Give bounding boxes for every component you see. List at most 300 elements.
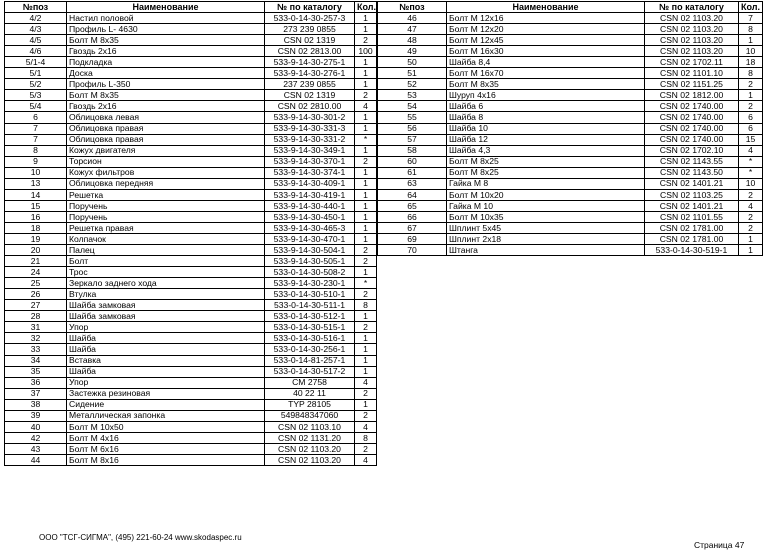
cell-name: Вставка xyxy=(67,355,265,366)
cell-name: Болт М 8х35 xyxy=(447,79,645,90)
cell-name: Болт М 8х35 xyxy=(67,90,265,101)
cell-name: Металлическая запонка xyxy=(67,410,265,421)
cell-name: Доска xyxy=(67,68,265,79)
header-name: Наименование xyxy=(67,2,265,13)
cell-name: Гайка М 10 xyxy=(447,200,645,211)
cell-catalog: CSN 02 1101.10 xyxy=(645,68,739,79)
cell-qty: 10 xyxy=(739,178,763,189)
cell-name: Облицовка передняя xyxy=(67,178,265,189)
cell-qty: 1 xyxy=(355,344,377,355)
cell-catalog: CSN 02 1131.20 xyxy=(265,432,355,443)
table-row xyxy=(5,355,377,366)
cell-pos: 66 xyxy=(378,211,447,222)
cell-name: Решетка правая xyxy=(67,222,265,233)
cell-qty: 1 xyxy=(355,267,377,278)
cell-pos: 20 xyxy=(5,245,67,256)
cell-pos: 43 xyxy=(5,443,67,454)
cell-pos: 19 xyxy=(5,233,67,244)
table-row xyxy=(5,388,377,399)
cell-qty: 1 xyxy=(355,200,377,211)
cell-name: Болт М 8х25 xyxy=(447,156,645,167)
cell-qty: 1 xyxy=(355,13,377,24)
table-row xyxy=(5,245,377,256)
cell-name: Болт М 10х20 xyxy=(447,189,645,200)
cell-qty: 1 xyxy=(355,68,377,79)
cell-qty: 1 xyxy=(355,366,377,377)
cell-qty: 8 xyxy=(355,300,377,311)
cell-pos: 42 xyxy=(5,432,67,443)
cell-qty: 2 xyxy=(739,211,763,222)
cell-pos: 4/5 xyxy=(5,35,67,46)
table-row xyxy=(378,101,763,112)
table-row xyxy=(378,189,763,200)
table-row xyxy=(378,57,763,68)
cell-catalog: CSN 02 1103.20 xyxy=(645,13,739,24)
cell-catalog: 40 22 11 xyxy=(265,388,355,399)
cell-catalog: 273 239 0855 xyxy=(265,24,355,35)
table-row xyxy=(5,443,377,454)
table-row xyxy=(5,344,377,355)
cell-qty: 1 xyxy=(355,167,377,178)
cell-pos: 69 xyxy=(378,233,447,244)
table-row xyxy=(5,211,377,222)
cell-pos: 47 xyxy=(378,24,447,35)
table-row xyxy=(378,13,763,24)
cell-catalog: 533-0-14-30-257-3 xyxy=(265,13,355,24)
cell-pos: 50 xyxy=(378,57,447,68)
cell-qty: 2 xyxy=(355,289,377,300)
cell-qty: 2 xyxy=(355,388,377,399)
cell-catalog: 533-0-14-30-256-1 xyxy=(265,344,355,355)
cell-qty: 1 xyxy=(355,57,377,68)
cell-pos: 9 xyxy=(5,156,67,167)
cell-qty: 8 xyxy=(355,432,377,443)
cell-name: Болт М 8х25 xyxy=(447,167,645,178)
cell-name: Шайба 4,3 xyxy=(447,145,645,156)
cell-qty: 4 xyxy=(739,145,763,156)
cell-name: Трос xyxy=(67,267,265,278)
cell-qty: * xyxy=(739,156,763,167)
cell-qty: 1 xyxy=(739,233,763,244)
cell-name: Гвоздь 2х16 xyxy=(67,46,265,57)
cell-catalog: 533-0-14-81-257-1 xyxy=(265,355,355,366)
cell-name: Подкладка xyxy=(67,57,265,68)
table-row xyxy=(5,278,377,289)
table-row xyxy=(5,112,377,123)
table-row xyxy=(5,289,377,300)
cell-name: Облицовка правая xyxy=(67,134,265,145)
cell-qty: 2 xyxy=(355,245,377,256)
cell-catalog: 533-9-14-30-331-2 xyxy=(265,134,355,145)
table-row xyxy=(5,366,377,377)
cell-catalog: 533-9-14-30-331-3 xyxy=(265,123,355,134)
cell-name: Колпачок xyxy=(67,233,265,244)
cell-pos: 44 xyxy=(5,454,67,465)
cell-qty: 1 xyxy=(355,399,377,410)
table-row xyxy=(5,35,377,46)
parts-table-right xyxy=(377,1,763,256)
table-header-row xyxy=(378,2,763,13)
cell-catalog: 533-9-14-30-465-3 xyxy=(265,222,355,233)
cell-pos: 7 xyxy=(5,134,67,145)
cell-catalog: CSN 02 1103.20 xyxy=(645,35,739,46)
cell-catalog: 533-9-14-30-301-2 xyxy=(265,112,355,123)
cell-qty: 1 xyxy=(739,35,763,46)
cell-name: Сидение xyxy=(67,399,265,410)
cell-catalog: 533-9-14-30-505-1 xyxy=(265,256,355,267)
cell-qty: 2 xyxy=(355,256,377,267)
cell-qty: 1 xyxy=(355,211,377,222)
cell-name: Болт xyxy=(67,256,265,267)
table-row xyxy=(5,377,377,388)
cell-pos: 15 xyxy=(5,200,67,211)
table-row xyxy=(378,46,763,57)
cell-qty: 1 xyxy=(355,222,377,233)
table-row xyxy=(5,410,377,421)
cell-name: Шайба 10 xyxy=(447,123,645,134)
cell-name: Болт М 16х70 xyxy=(447,68,645,79)
cell-name: Болт М 8х35 xyxy=(67,35,265,46)
cell-pos: 18 xyxy=(5,222,67,233)
cell-pos: 51 xyxy=(378,68,447,79)
table-row xyxy=(5,399,377,410)
cell-catalog: 533-9-14-30-504-1 xyxy=(265,245,355,256)
cell-qty: 1 xyxy=(739,90,763,101)
table-row xyxy=(5,145,377,156)
cell-catalog: 533-9-14-30-450-1 xyxy=(265,211,355,222)
cell-qty: 2 xyxy=(355,156,377,167)
cell-qty: * xyxy=(355,134,377,145)
cell-name: Болт М 8х16 xyxy=(67,454,265,465)
cell-name: Шайба xyxy=(67,366,265,377)
table-row xyxy=(5,267,377,278)
cell-catalog: CSN 02 1740.00 xyxy=(645,123,739,134)
footer-company: ООО "ТСГ-СИГМА", (495) 221-60-24 www.skodaspec.ru xyxy=(39,533,242,542)
cell-pos: 4/2 xyxy=(5,13,67,24)
cell-pos: 14 xyxy=(5,189,67,200)
table-row xyxy=(5,167,377,178)
table-row xyxy=(378,156,763,167)
cell-catalog: 533-9-14-30-370-1 xyxy=(265,156,355,167)
cell-catalog: CSN 02 1702.10 xyxy=(645,145,739,156)
cell-name: Болт М 10х35 xyxy=(447,211,645,222)
cell-name: Шайба замковая xyxy=(67,311,265,322)
cell-catalog: CSN 02 1740.00 xyxy=(645,112,739,123)
cell-qty: 1 xyxy=(355,24,377,35)
cell-qty: * xyxy=(355,278,377,289)
cell-name: Болт М 6х16 xyxy=(67,443,265,454)
cell-qty: 1 xyxy=(355,123,377,134)
cell-name: Шуруп 4х16 xyxy=(447,90,645,101)
cell-name: Упор xyxy=(67,377,265,388)
cell-pos: 54 xyxy=(378,101,447,112)
cell-pos: 67 xyxy=(378,222,447,233)
cell-name: Шплинт 5х45 xyxy=(447,222,645,233)
table-row xyxy=(5,13,377,24)
cell-pos: 25 xyxy=(5,278,67,289)
cell-qty: * xyxy=(739,167,763,178)
cell-qty: 1 xyxy=(355,112,377,123)
header-catalog: № по каталогу xyxy=(645,2,739,13)
cell-name: Шайба 6 xyxy=(447,101,645,112)
cell-qty: 4 xyxy=(355,421,377,432)
table-row xyxy=(378,123,763,134)
cell-catalog: CSN 02 1319 xyxy=(265,35,355,46)
cell-qty: 2 xyxy=(355,90,377,101)
cell-catalog: CSN 02 1401.21 xyxy=(645,178,739,189)
cell-catalog: 533-0-14-30-510-1 xyxy=(265,289,355,300)
cell-pos: 34 xyxy=(5,355,67,366)
cell-catalog: 533-9-14-30-440-1 xyxy=(265,200,355,211)
cell-name: Решетка xyxy=(67,189,265,200)
table-row xyxy=(5,421,377,432)
cell-qty: 6 xyxy=(739,112,763,123)
cell-pos: 36 xyxy=(5,377,67,388)
cell-pos: 35 xyxy=(5,366,67,377)
cell-pos: 5/1-4 xyxy=(5,57,67,68)
cell-catalog: 533-0-14-30-517-2 xyxy=(265,366,355,377)
cell-catalog: 533-9-14-30-470-1 xyxy=(265,233,355,244)
cell-qty: 1 xyxy=(355,333,377,344)
cell-pos: 5/1 xyxy=(5,68,67,79)
cell-name: Зеркало заднего хода xyxy=(67,278,265,289)
table-row xyxy=(5,123,377,134)
table-row xyxy=(5,454,377,465)
cell-catalog: 533-9-14-30-349-1 xyxy=(265,145,355,156)
cell-catalog: CSN 02 1740.00 xyxy=(645,101,739,112)
cell-catalog: 533-9-14-30-419-1 xyxy=(265,189,355,200)
table-header-row xyxy=(5,2,377,13)
cell-catalog: CSN 02 1103.20 xyxy=(645,24,739,35)
cell-catalog: CSN 02 1319 xyxy=(265,90,355,101)
table-row xyxy=(5,256,377,267)
cell-catalog: CSN 02 2813.00 xyxy=(265,46,355,57)
cell-pos: 40 xyxy=(5,421,67,432)
cell-catalog: CSN 02 1781.00 xyxy=(645,233,739,244)
cell-name: Болт М 12х45 xyxy=(447,35,645,46)
table-row xyxy=(5,333,377,344)
cell-catalog: CSN 02 1781.00 xyxy=(645,222,739,233)
cell-qty: 2 xyxy=(355,35,377,46)
table-row xyxy=(5,189,377,200)
cell-catalog: 533-0-14-30-516-1 xyxy=(265,333,355,344)
table-row xyxy=(378,245,763,256)
table-row xyxy=(5,79,377,90)
cell-catalog: CSN 02 1702.11 xyxy=(645,57,739,68)
table-row xyxy=(378,167,763,178)
cell-qty: 1 xyxy=(355,178,377,189)
cell-pos: 8 xyxy=(5,145,67,156)
cell-pos: 24 xyxy=(5,267,67,278)
cell-catalog: CSN 02 1740.00 xyxy=(645,134,739,145)
cell-catalog: CSN 02 1103.25 xyxy=(645,189,739,200)
cell-name: Болт М 16х30 xyxy=(447,46,645,57)
cell-qty: 18 xyxy=(739,57,763,68)
table-row xyxy=(5,156,377,167)
cell-qty: 6 xyxy=(739,123,763,134)
cell-catalog: CSN 02 1151.25 xyxy=(645,79,739,90)
cell-catalog: CSN 02 2810.00 xyxy=(265,101,355,112)
cell-catalog: CSN 02 1401.21 xyxy=(645,200,739,211)
cell-pos: 49 xyxy=(378,46,447,57)
cell-qty: 100 xyxy=(355,46,377,57)
cell-qty: 2 xyxy=(739,79,763,90)
cell-name: Поручень xyxy=(67,211,265,222)
cell-pos: 55 xyxy=(378,112,447,123)
cell-catalog: CSN 02 1143.50 xyxy=(645,167,739,178)
cell-name: Болт М 12х16 xyxy=(447,13,645,24)
cell-qty: 4 xyxy=(355,454,377,465)
cell-pos: 7 xyxy=(5,123,67,134)
cell-pos: 4/6 xyxy=(5,46,67,57)
cell-catalog: 533-9-14-30-230-1 xyxy=(265,278,355,289)
cell-name: Шплинт 2х18 xyxy=(447,233,645,244)
cell-pos: 52 xyxy=(378,79,447,90)
cell-pos: 37 xyxy=(5,388,67,399)
cell-catalog: CM 2758 xyxy=(265,377,355,388)
cell-pos: 56 xyxy=(378,123,447,134)
cell-pos: 48 xyxy=(378,35,447,46)
cell-catalog: 533-0-14-30-515-1 xyxy=(265,322,355,333)
cell-name: Профиль L-350 xyxy=(67,79,265,90)
cell-name: Профиль L- 4630 xyxy=(67,24,265,35)
table-row xyxy=(5,90,377,101)
table-row xyxy=(5,311,377,322)
cell-name: Облицовка левая xyxy=(67,112,265,123)
cell-catalog: CSN 02 1103.20 xyxy=(645,46,739,57)
table-row xyxy=(5,57,377,68)
cell-name: Гвоздь 2х16 xyxy=(67,101,265,112)
cell-name: Болт М 4х16 xyxy=(67,432,265,443)
cell-qty: 2 xyxy=(739,189,763,200)
cell-qty: 8 xyxy=(739,24,763,35)
cell-name: Болт М 12х20 xyxy=(447,24,645,35)
cell-qty: 7 xyxy=(739,13,763,24)
cell-qty: 1 xyxy=(355,189,377,200)
cell-catalog: 533-0-14-30-512-1 xyxy=(265,311,355,322)
table-row xyxy=(5,101,377,112)
cell-catalog: CSN 02 1812.00 xyxy=(645,90,739,101)
cell-pos: 33 xyxy=(5,344,67,355)
cell-pos: 53 xyxy=(378,90,447,101)
table-row xyxy=(5,322,377,333)
cell-pos: 26 xyxy=(5,289,67,300)
cell-name: Болт М 10х50 xyxy=(67,421,265,432)
cell-pos: 39 xyxy=(5,410,67,421)
cell-pos: 10 xyxy=(5,167,67,178)
cell-qty: 4 xyxy=(739,200,763,211)
table-row xyxy=(378,200,763,211)
table-row xyxy=(378,145,763,156)
cell-pos: 5/4 xyxy=(5,101,67,112)
header-qty: Кол. xyxy=(355,2,377,13)
cell-name: Шайба 8 xyxy=(447,112,645,123)
cell-pos: 31 xyxy=(5,322,67,333)
header-qty: Кол. xyxy=(739,2,763,13)
cell-qty: 10 xyxy=(739,46,763,57)
cell-catalog: CSN 02 1143.55 xyxy=(645,156,739,167)
cell-catalog: 533-0-14-30-511-1 xyxy=(265,300,355,311)
cell-pos: 5/3 xyxy=(5,90,67,101)
table-row xyxy=(378,211,763,222)
cell-qty: 2 xyxy=(355,410,377,421)
table-row xyxy=(5,300,377,311)
table-row xyxy=(378,222,763,233)
cell-pos: 5/2 xyxy=(5,79,67,90)
header-catalog: № по каталогу xyxy=(265,2,355,13)
cell-name: Шайба 8,4 xyxy=(447,57,645,68)
cell-pos: 64 xyxy=(378,189,447,200)
table-row xyxy=(5,233,377,244)
table-row xyxy=(378,79,763,90)
cell-qty: 1 xyxy=(355,145,377,156)
cell-qty: 2 xyxy=(355,443,377,454)
table-row xyxy=(378,134,763,145)
cell-catalog: 549848347060 xyxy=(265,410,355,421)
table-row xyxy=(5,178,377,189)
cell-name: Шайба замковая xyxy=(67,300,265,311)
table-row xyxy=(5,222,377,233)
cell-pos: 57 xyxy=(378,134,447,145)
cell-pos: 46 xyxy=(378,13,447,24)
table-row xyxy=(378,68,763,79)
cell-pos: 65 xyxy=(378,200,447,211)
header-pos: №поз xyxy=(5,2,67,13)
cell-qty: 15 xyxy=(739,134,763,145)
table-row xyxy=(5,200,377,211)
page-number: Страница 47 xyxy=(694,540,745,550)
cell-name: Кожух фильтров xyxy=(67,167,265,178)
cell-qty: 1 xyxy=(355,233,377,244)
cell-name: Застежка резиновая xyxy=(67,388,265,399)
cell-qty: 2 xyxy=(739,222,763,233)
cell-qty: 1 xyxy=(355,79,377,90)
parts-table-left xyxy=(4,1,377,466)
header-name: Наименование xyxy=(447,2,645,13)
cell-qty: 8 xyxy=(739,68,763,79)
cell-pos: 16 xyxy=(5,211,67,222)
cell-name: Втулка xyxy=(67,289,265,300)
table-row xyxy=(5,24,377,35)
cell-name: Штанга xyxy=(447,245,645,256)
table-row xyxy=(378,24,763,35)
cell-name: Гайка М 8 xyxy=(447,178,645,189)
cell-pos: 61 xyxy=(378,167,447,178)
cell-pos: 58 xyxy=(378,145,447,156)
table-row xyxy=(5,432,377,443)
cell-name: Поручень xyxy=(67,200,265,211)
cell-pos: 28 xyxy=(5,311,67,322)
cell-name: Упор xyxy=(67,322,265,333)
cell-pos: 63 xyxy=(378,178,447,189)
cell-name: Кожух двигателя xyxy=(67,145,265,156)
cell-catalog: 533-0-14-30-508-2 xyxy=(265,267,355,278)
cell-pos: 38 xyxy=(5,399,67,410)
cell-catalog: 237 239 0855 xyxy=(265,79,355,90)
cell-name: Шайба xyxy=(67,344,265,355)
table-row xyxy=(378,112,763,123)
cell-pos: 4/3 xyxy=(5,24,67,35)
cell-pos: 6 xyxy=(5,112,67,123)
table-row xyxy=(378,90,763,101)
cell-qty: 2 xyxy=(739,101,763,112)
cell-catalog: 533-9-14-30-276-1 xyxy=(265,68,355,79)
cell-qty: 4 xyxy=(355,377,377,388)
cell-name: Облицовка правая xyxy=(67,123,265,134)
cell-name: Торсион xyxy=(67,156,265,167)
cell-pos: 32 xyxy=(5,333,67,344)
table-row xyxy=(5,68,377,79)
